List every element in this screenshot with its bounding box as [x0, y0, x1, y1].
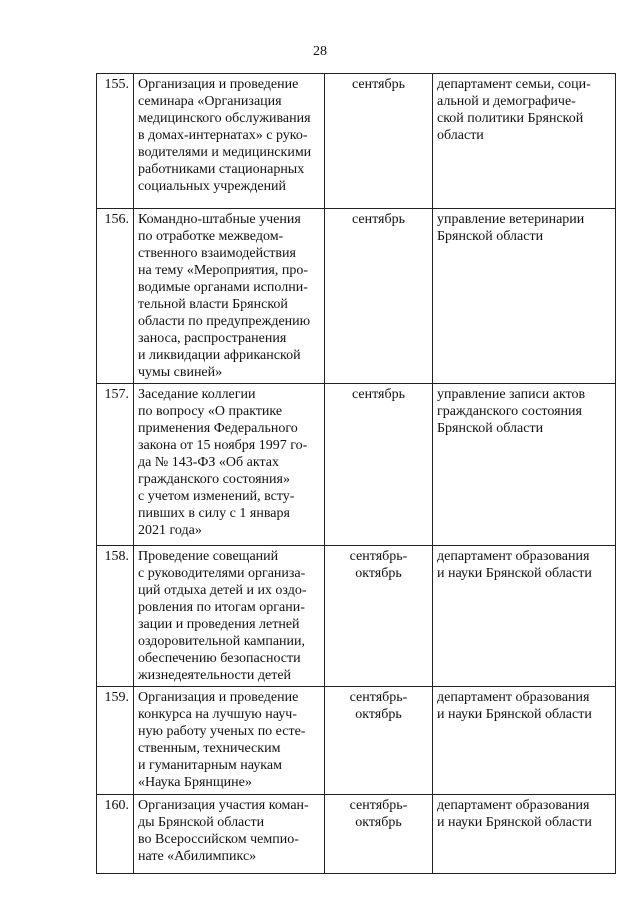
event-date-line: октябрь [355, 566, 402, 581]
event-title-line: оздоровительной кампании, [138, 634, 306, 649]
table-row [97, 687, 616, 795]
event-title-line: ственного взаимодействия [138, 246, 296, 261]
responsible-body-line: и науки Брянской области [437, 707, 592, 722]
event-title-line: работниками стационарных [138, 162, 305, 177]
event-date-line: сентябрь- [349, 549, 408, 564]
event-title [134, 74, 325, 209]
responsible-body-line: департамент образования [437, 798, 590, 813]
table-row [97, 546, 616, 687]
event-title-line: ную работу ученых по есте- [138, 724, 306, 739]
event-title-line: на тему «Мероприятия, про- [138, 263, 309, 278]
event-title-line: заноса, распространения [138, 331, 287, 346]
event-title-line: чумы свиней» [138, 365, 223, 380]
event-title-line: ственным, техническим [138, 741, 281, 756]
event-title [134, 687, 325, 795]
event-title-line: Организация и проведение [138, 77, 299, 92]
event-title-line: зации и проведения летней [138, 617, 300, 632]
responsible-body [433, 384, 616, 546]
event-title-line: жизнедеятельности детей [138, 668, 292, 683]
table-row [97, 209, 616, 384]
responsible-body-line: ской политики Брянской [437, 111, 584, 126]
table-row [97, 795, 616, 874]
responsible-body [433, 687, 616, 795]
responsible-body [433, 546, 616, 687]
event-title-line: применения Федерального [138, 421, 298, 436]
responsible-body [433, 74, 616, 209]
event-title-line: «Наука Брянщине» [138, 775, 252, 790]
row-number: 157. [97, 384, 134, 546]
event-date-line: октябрь [355, 707, 402, 722]
event-title-line: обеспечению безопасности [138, 651, 301, 666]
event-date-line: сентябрь- [349, 690, 408, 705]
event-date [325, 546, 433, 687]
responsible-body-line: и науки Брянской области [437, 566, 592, 581]
event-title-line: социальных учреждений [138, 179, 287, 194]
event-title-line: нате «Абилимпикс» [138, 849, 257, 864]
responsible-body-line: гражданского состояния [437, 404, 582, 419]
event-title-line: водителями и медицинскими [138, 145, 312, 160]
responsible-body-line: управление ветеринарии [437, 212, 585, 227]
event-title-line: тельной власти Брянской [138, 297, 288, 312]
event-date [325, 209, 433, 384]
event-date-line: сентябрь- [349, 798, 408, 813]
responsible-body [433, 795, 616, 874]
page-number: 28 [313, 44, 327, 59]
responsible-body-line: альной и демографиче- [437, 94, 576, 109]
event-date [325, 795, 433, 874]
event-title-line: ций отдыха детей и их оздо- [138, 583, 307, 598]
event-title-line: и гуманитарным наукам [138, 758, 282, 773]
row-number: 158. [97, 546, 134, 687]
row-number: 155. [97, 74, 134, 209]
event-title-line: гражданского состояния» [138, 472, 290, 487]
event-title-line: области по предупреждению [138, 314, 311, 329]
event-title-line: Командно-штабные учения [138, 212, 301, 227]
event-title [134, 546, 325, 687]
event-date [325, 74, 433, 209]
events-table [96, 73, 616, 874]
event-title-line: 2021 года» [138, 523, 202, 538]
event-title-line: закона от 15 ноября 1997 го- [138, 438, 308, 453]
event-title [134, 384, 325, 546]
event-title-line: по вопросу «О практике [138, 404, 283, 419]
responsible-body-line: Брянской области [437, 421, 544, 436]
event-title-line: с руководителями организа- [138, 566, 306, 581]
responsible-body-line: департамент образования [437, 549, 590, 564]
event-title-line: Организация и проведение [138, 690, 299, 705]
event-date-line: октябрь [355, 815, 402, 830]
event-title-line: медицинского обслуживания [138, 111, 311, 126]
event-title-line: конкурса на лучшую науч- [138, 707, 297, 722]
event-title-line: Организация участия коман- [138, 798, 309, 813]
event-title-line: да № 143-ФЗ «Об актах [138, 455, 279, 470]
event-title-line: во Всероссийском чемпио- [138, 832, 299, 847]
event-title-line: Проведение совещаний [138, 549, 279, 564]
row-number: 159. [97, 687, 134, 795]
event-date-line: сентябрь [352, 77, 405, 92]
event-title-line: ды Брянской области [138, 815, 265, 830]
event-title-line: Заседание коллегии [138, 387, 256, 402]
event-title-line: в домах-интернатах» с руко- [138, 128, 308, 143]
event-title-line: водимые органами исполни- [138, 280, 308, 295]
event-title [134, 209, 325, 384]
event-title [134, 795, 325, 874]
table-row [97, 384, 616, 546]
responsible-body-line: департамент образования [437, 690, 590, 705]
responsible-body-line: Брянской области [437, 229, 544, 244]
responsible-body-line: области [437, 128, 484, 143]
event-title-line: ровления по итогам органи- [138, 600, 305, 615]
event-date [325, 687, 433, 795]
event-title-line: и ликвидации африканской [138, 348, 301, 363]
event-title-line: семинара «Организация [138, 94, 282, 109]
row-number: 160. [97, 795, 134, 874]
event-date [325, 384, 433, 546]
row-number: 156. [97, 209, 134, 384]
responsible-body-line: департамент семьи, соци- [437, 77, 591, 92]
responsible-body-line: и науки Брянской области [437, 815, 592, 830]
responsible-body [433, 209, 616, 384]
event-title-line: с учетом изменений, всту- [138, 489, 295, 504]
event-title-line: по отработке межведом- [138, 229, 284, 244]
event-date-line: сентябрь [352, 387, 405, 402]
events-table-body [97, 74, 616, 874]
event-date-line: сентябрь [352, 212, 405, 227]
table-row [97, 74, 616, 209]
responsible-body-line: управление записи актов [437, 387, 586, 402]
event-title-line: пивших в силу с 1 января [138, 506, 290, 521]
